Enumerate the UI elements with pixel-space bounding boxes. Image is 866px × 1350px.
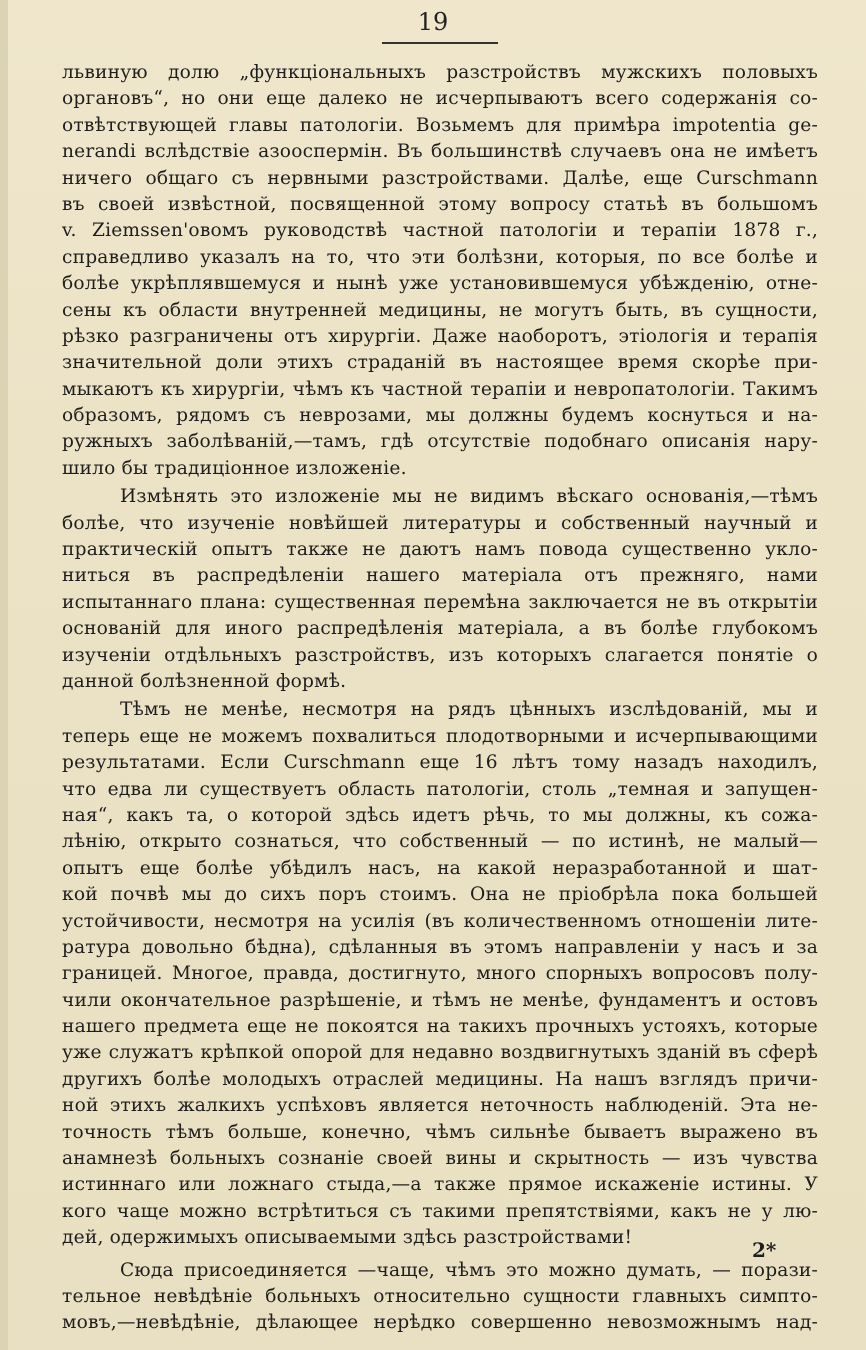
text-line: истиннаго или ложнаго стыда,—а также прямое искаженіе истины. У [62,1174,818,1196]
text-line: v. Ziemssen'овомъ руководствѣ частной патологіи и терапіи 1878 г., [62,220,818,242]
header-rule [382,42,498,44]
page-number: 19 [417,8,449,36]
text-line: испытаннаго плана: существенная перемѣна заключается не въ открытіи [62,591,818,613]
text-line: ная“, какъ та, о которой здѣсь идетъ рѣчь, то мы должны, къ сожа- [62,804,818,826]
text-line: Тѣмъ не менѣе, несмотря на рядъ цѣнныхъ изслѣдованій, мы и [120,699,818,721]
text-line: уже служатъ крѣпкой опорой для недавно воздвигнутыхъ зданій въ сферѣ [62,1042,818,1064]
text-line: отвѣтствующей главы патологіи. Возьмемъ для примѣра impotentia ge- [62,114,818,136]
text-line: нашего предмета еще не покоятся на такихъ прочныхъ устояхъ, которые [62,1016,818,1038]
text-line: кого чаще можно встрѣтиться съ такими препятствіями, какъ не у лю- [62,1200,818,1222]
text-line: дей, одержимыхъ описываемыми здѣсь разстройствами! [62,1227,633,1249]
text-line: болѣе, что изученіе новѣйшей литературы и собственный научный и [62,512,818,534]
text-line: теперь еще не можемъ похвалиться плодотворными и исчерпывающими [62,725,818,747]
text-line: рѣзко разграничены отъ хирургіи. Даже наоборотъ, этіологія и терапія [62,325,818,347]
text-line: лѣнію, открыто сознаться, что собственный — по истинѣ, не малый— [62,831,818,853]
text-line: опытъ еще болѣе убѣдилъ насъ, на какой неразработанной и шат- [62,857,818,879]
text-line: практическій опытъ также не даютъ намъ повода существенно укло- [62,539,818,561]
signature-mark: 2* [752,1238,777,1262]
text-line: nerandi вслѣдствіе азооспермін. Въ большинствѣ случаевъ она не имѣетъ [62,141,818,163]
text-line: образомъ, рядомъ съ неврозами, мы должны будемъ коснуться и на- [62,405,818,427]
page-edge [0,0,8,1350]
body-text [62,60,818,1337]
text-line: шило бы традиціонное изложеніе. [62,457,407,479]
text-line: устойчивости, несмотря на усилія (въ количественномъ отношеніи лите- [62,910,818,932]
text-line: мыкаютъ къ хирургіи, чѣмъ къ частной терапіи и невропатологіи. Такимъ [62,378,818,400]
text-line: ной этихъ жалкихъ успѣховъ является неточность наблюденій. Эта не- [62,1095,818,1117]
text-line: Сюда присоединяется —чаще, чѣмъ это можно думать, — порази- [120,1259,818,1281]
text-line: границей. Многое, правда, достигнуто, много спорныхъ вопросовъ полу- [62,963,818,985]
text-line: чили окончательное разрѣшеніе, и тѣмъ не менѣе, фундаментъ и остовъ [62,989,818,1011]
text-line: ниться въ распредѣленіи нашего матеріала отъ прежняго, нами [62,565,818,587]
text-line: значительной доли этихъ страданій въ настоящее время скорѣе при- [62,352,818,374]
text-line: мовъ,—невѣдѣніе, дѣлающее нерѣдко совершенно невозможнымъ над- [62,1312,818,1334]
text-line: изученіи отдѣльныхъ разстройствъ, изъ которыхъ слагается понятіе о [62,644,818,666]
text-line: другихъ болѣе молодыхъ отраслей медицины. На нашъ взглядъ причи- [62,1068,818,1090]
text-line: анамнезѣ больныхъ сознаніе своей вины и скрытность — изъ чувства [62,1148,818,1170]
text-line: болѣе укрѣплявшемуся и нынѣ уже установившемуся убѣжденію, отне- [62,273,818,295]
text-line: сены къ области внутренней медицины, не могутъ быть, въ сущности, [62,299,818,321]
text-line: ружныхъ заболѣваній,—тамъ, гдѣ отсутствіе подобнаго описанія нару- [62,431,818,453]
text-line: Измѣнять это изложеніе мы не видимъ вѣскаго основанія,—тѣмъ [120,486,818,508]
text-line: что едва ли существуетъ область патологіи, столь „темная и запущен- [62,778,818,800]
text-line: данной болѣзненной формѣ. [62,670,347,692]
text-line: точность тѣмъ больше, конечно, чѣмъ сильнѣе бываетъ выражено въ [62,1121,818,1143]
text-line: органовъ“, но они еще далеко не исчерпываютъ всего содержанія со- [62,88,818,110]
text-line: результатами. Если Curschmann еще 16 лѣтъ тому назадъ находилъ, [62,752,818,774]
text-line: кой почвѣ мы до сихъ поръ стоимъ. Она не пріобрѣла пока большей [62,884,818,906]
text-line: тельное невѣдѣніе больныхъ относительно сущности главныхъ симпто- [62,1285,818,1307]
text-line: ратура довольно бѣдна), сдѣланныя въ этомъ направленіи у насъ и за [62,936,818,958]
text-line: львиную долю „функціональныхъ разстройствъ мужскихъ половыхъ [62,62,818,83]
text-line: основаній для иного распредѣленія матеріала, а въ болѣе глубокомъ [62,618,818,640]
text-line: ничего общаго съ нервными разстройствами. Далѣе, еще Curschmann [62,167,818,189]
text-line: справедливо указалъ на то, что эти болѣзни, которыя, по все болѣе и [62,246,818,268]
text-line: въ своей извѣстной, посвященной этому вопросу статьѣ въ большомъ [62,193,818,215]
